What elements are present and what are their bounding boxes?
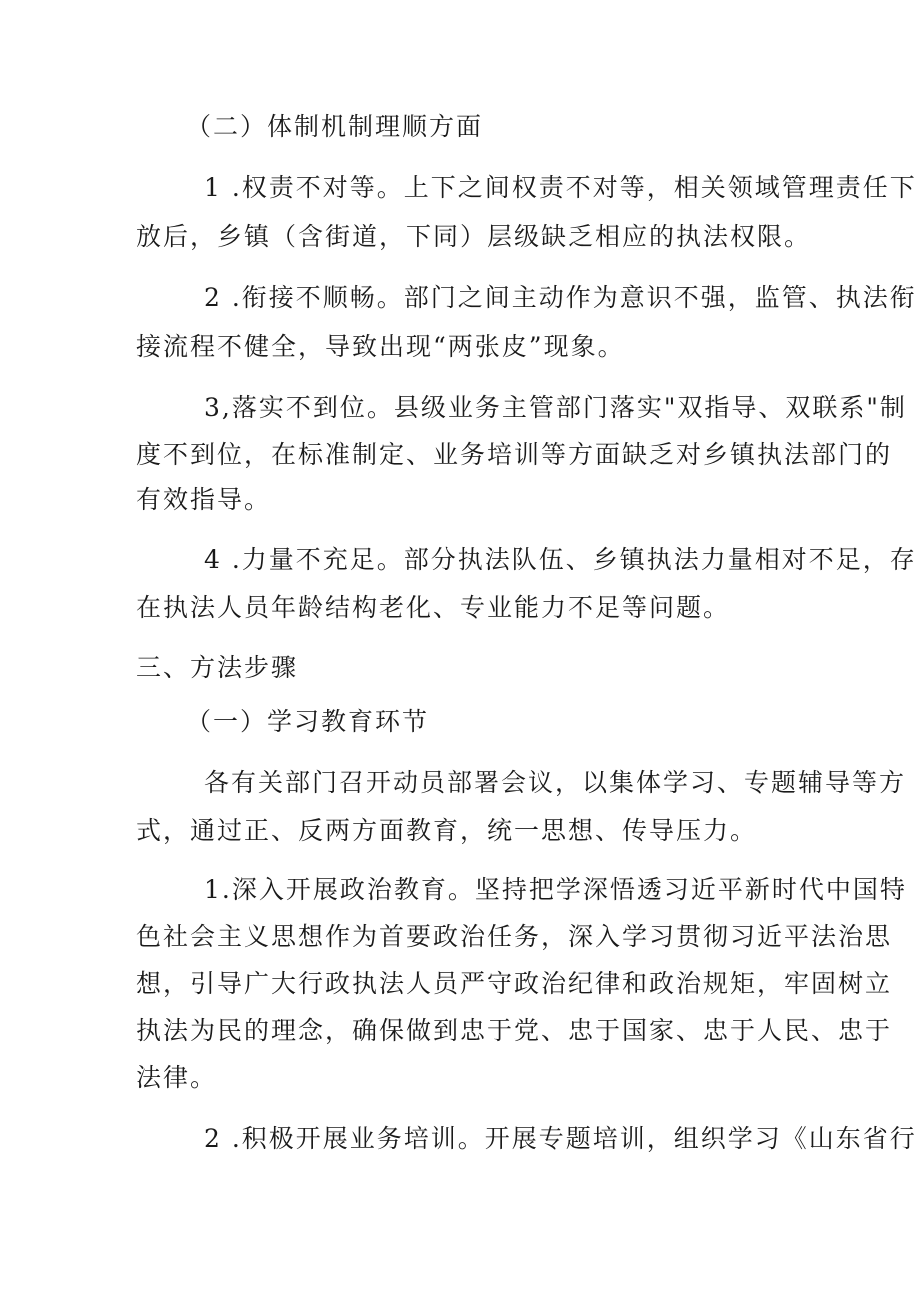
item-3-line-3: 有效指导。 xyxy=(136,485,272,514)
step-2-line-1: 2 .积极开展业务培训。开展专题培训，组织学习《山东省行 xyxy=(204,1124,917,1153)
subheading-study-education: （一）学习教育环节 xyxy=(186,707,430,736)
item-3-line-1: 3,落实不到位。县级业务主管部门落实"双指导、双联系"制 xyxy=(204,393,907,422)
item-2-line-1: 2 .衔接不顺畅。部门之间主动作为意识不强，监管、执法衔 xyxy=(204,283,917,312)
item-2-line-2: 接流程不健全，导致出现“两张皮”现象。 xyxy=(136,332,625,361)
step-1-line-1: 1.深入开展政治教育。坚持把学深悟透习近平新时代中国特 xyxy=(204,875,907,904)
step-1-line-2: 色社会主义思想作为首要政治任务，深入学习贯彻习近平法治思 xyxy=(136,922,893,951)
intro-line-2: 式，通过正、反两方面教育，统一思想、传导压力。 xyxy=(136,816,758,845)
section-heading-methods: 三、方法步骤 xyxy=(136,653,299,682)
item-3-line-2: 度不到位，在标准制定、业务培训等方面缺乏对乡镇执法部门的 xyxy=(136,440,893,469)
step-1-line-4: 执法为民的理念，确保做到忠于党、忠于国家、忠于人民、忠于 xyxy=(136,1016,893,1045)
step-1-line-5: 法律。 xyxy=(136,1063,218,1092)
item-4-line-1: 4 .力量不充足。部分执法队伍、乡镇执法力量相对不足，存 xyxy=(204,545,917,574)
step-1-line-3: 想，引导广大行政执法人员严守政治纪律和政治规矩，牢固树立 xyxy=(136,969,893,998)
item-1-line-2: 放后，乡镇（含街道，下同）层级缺乏相应的执法权限。 xyxy=(136,222,812,251)
item-4-line-2: 在执法人员年龄结构老化、专业能力不足等问题。 xyxy=(136,593,731,622)
item-1-line-1: 1 .权责不对等。上下之间权责不对等，相关领域管理责任下 xyxy=(204,173,917,202)
subheading-system-mechanism: （二）体制机制理顺方面 xyxy=(186,112,484,141)
intro-line-1: 各有关部门召开动员部署会议，以集体学习、专题辅导等方 xyxy=(204,768,907,797)
